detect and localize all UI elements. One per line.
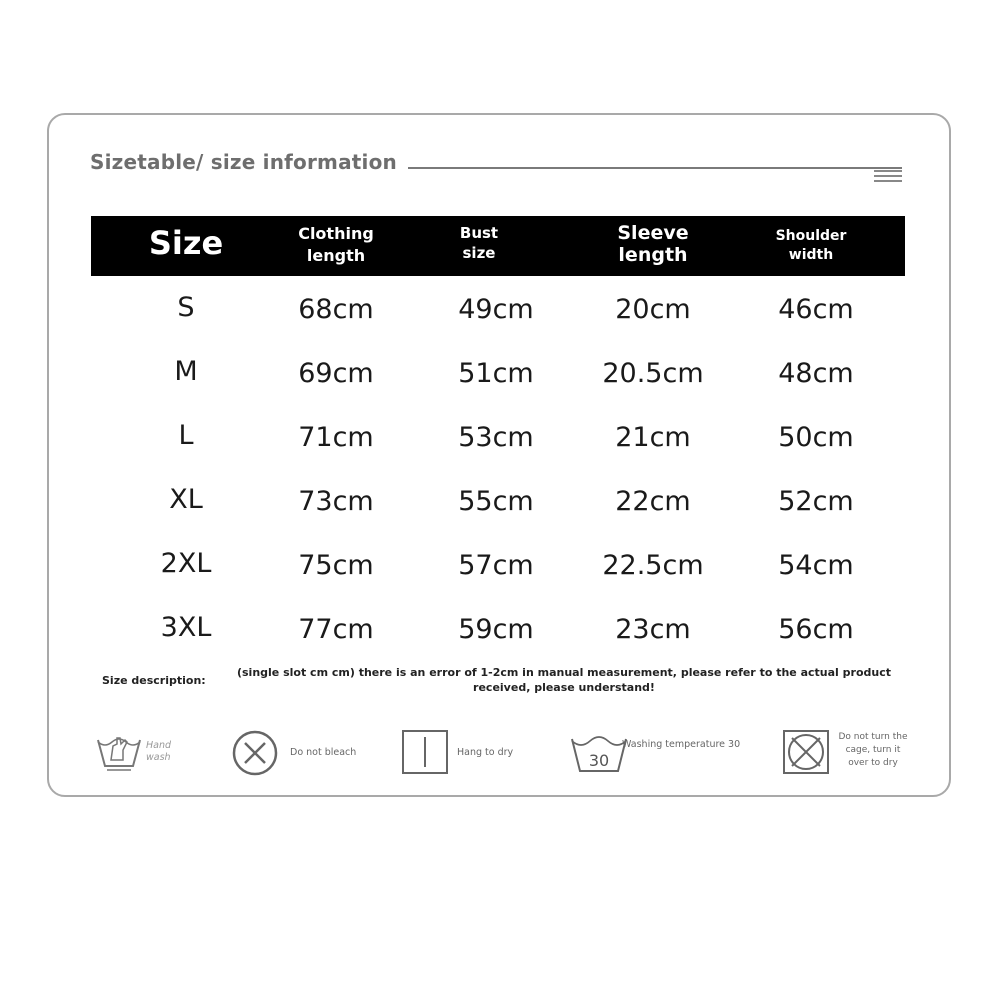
do-not-tumble-dry-icon: [782, 729, 830, 775]
size-description-label: Size description:: [102, 674, 206, 687]
table-row: [91, 408, 905, 472]
page-title: Sizetable/ size information: [90, 150, 397, 174]
hang-to-dry-label: Hang to dry: [457, 747, 514, 758]
size-cell: S: [177, 292, 195, 323]
sleeve-length-cell: 21cm: [615, 422, 691, 453]
bust-size-cell: 55cm: [458, 486, 534, 517]
hand-wash-icon: [95, 730, 145, 772]
clothing-length-cell: 77cm: [298, 614, 374, 645]
clothing-length-cell: 73cm: [298, 486, 374, 517]
shoulder-width-cell: 48cm: [778, 358, 854, 389]
menu-icon: [874, 170, 902, 182]
do-not-bleach-icon: [231, 729, 279, 777]
size-description-text: (single slot cm cm) there is an error of 1-2cm in manual measurement, please refer to the actual product received, please understand!: [236, 666, 891, 694]
column-header-bust-size: Bust size: [459, 224, 499, 263]
table-row: [91, 472, 905, 536]
temperature-value: 30: [588, 751, 610, 770]
table-row: [91, 600, 905, 664]
washing-temperature-label: Washing temperature 30: [622, 739, 741, 750]
clothing-length-cell: 71cm: [298, 422, 374, 453]
shoulder-width-cell: 54cm: [778, 550, 854, 581]
bust-size-cell: 57cm: [458, 550, 534, 581]
do-not-tumble-dry-label: Do not turn the cage, turn it over to dry: [838, 732, 908, 769]
table-row: [91, 536, 905, 600]
column-header-clothing-length: Clothing length: [298, 224, 374, 265]
size-cell: M: [174, 356, 198, 387]
hand-wash-label: Hand wash: [146, 740, 172, 764]
washing-temperature-icon: [569, 733, 629, 775]
shoulder-width-cell: 52cm: [778, 486, 854, 517]
bust-size-cell: 51cm: [458, 358, 534, 389]
title-divider: [408, 167, 902, 169]
bust-size-cell: 53cm: [458, 422, 534, 453]
column-header-shoulder-width: Shoulder width: [775, 228, 847, 263]
size-cell: 2XL: [160, 548, 212, 579]
size-cell: 3XL: [160, 612, 212, 643]
do-not-bleach-label: Do not bleach: [290, 747, 357, 758]
shoulder-width-cell: 50cm: [778, 422, 854, 453]
table-row: [91, 344, 905, 408]
column-header-sleeve-length: Sleeve length: [617, 222, 689, 266]
clothing-length-cell: 69cm: [298, 358, 374, 389]
clothing-length-cell: 75cm: [298, 550, 374, 581]
bust-size-cell: 59cm: [458, 614, 534, 645]
size-cell: L: [178, 420, 194, 451]
shoulder-width-cell: 56cm: [778, 614, 854, 645]
sleeve-length-cell: 20cm: [615, 294, 691, 325]
bust-size-cell: 49cm: [458, 294, 534, 325]
sleeve-length-cell: 20.5cm: [602, 358, 704, 389]
table-body: [91, 280, 905, 664]
table-row: [91, 280, 905, 344]
clothing-length-cell: 68cm: [298, 294, 374, 325]
column-header-size: Size: [148, 224, 224, 262]
sleeve-length-cell: 22.5cm: [602, 550, 704, 581]
hang-to-dry-icon: [401, 729, 449, 775]
sleeve-length-cell: 22cm: [615, 486, 691, 517]
sleeve-length-cell: 23cm: [615, 614, 691, 645]
table-header: [91, 216, 905, 276]
size-cell: XL: [169, 484, 203, 515]
shoulder-width-cell: 46cm: [778, 294, 854, 325]
